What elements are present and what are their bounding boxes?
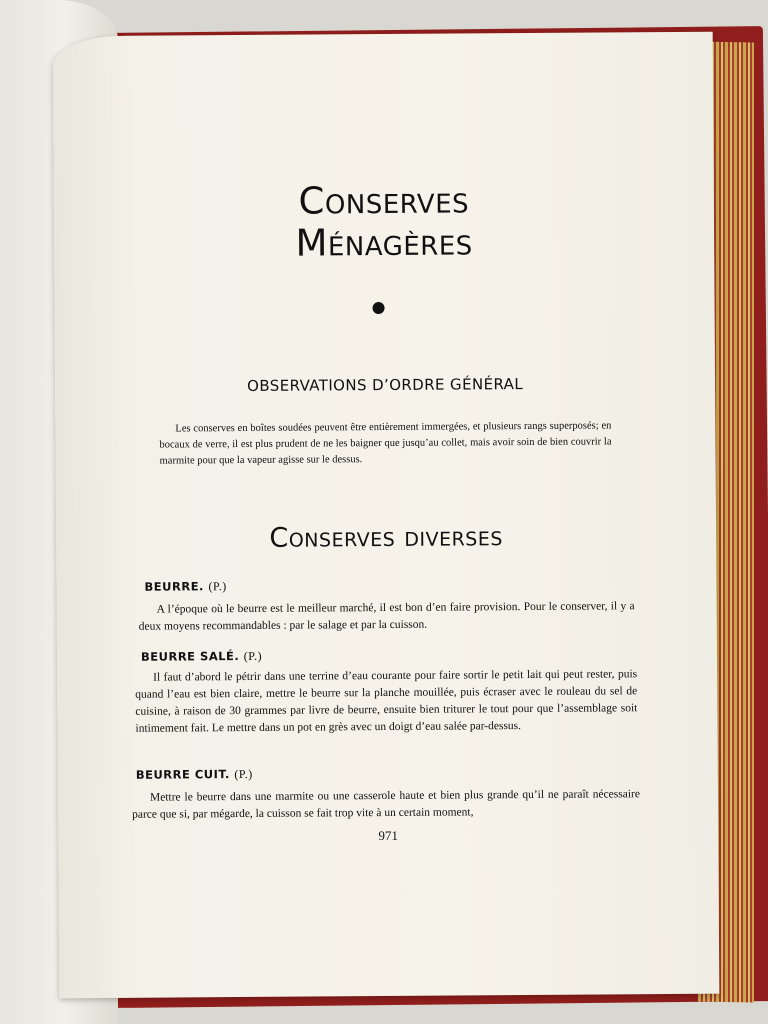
entry-text-beurre-sale: Il faut d’abord le pétrir dans une terrine d’eau courante pour faire sortir le petit lait qui peut rester, puis quand l’eau est bien claire, mettre le beurre sur la planche mouillée, puis écraser avec le rouleau du sel de cuisine, à raison de 30 grammes par livre de beurre, ensuite bien triturer le tout pour que l’assemblage soit intimement fait. Le mettre dans un pot en grès avec un doigt d’eau salée par-dessus. xyxy=(135,668,638,735)
entry-tag: (P.) xyxy=(243,648,263,663)
ornament-bullet xyxy=(373,302,385,314)
section-subtitle: OBSERVATIONS D’ORDRE GÉNÉRAL xyxy=(247,375,524,395)
entry-heading-text: BEURRE. xyxy=(144,579,204,594)
entry-heading-beurre xyxy=(144,579,226,595)
entry-heading-text: BEURRE CUIT. xyxy=(135,767,230,782)
entry-tag: (P.) xyxy=(208,579,227,594)
entry-tag: (P.) xyxy=(234,766,253,782)
entry-text-beurre: A l’époque où le beurre est le meilleur marché, il est bon d’en faire provision. Pour le conserver, il y a deux moyens recommandables : par le salage et par la cuisson. xyxy=(138,600,635,633)
chapter-title-line2: Ménagères xyxy=(295,220,473,265)
chapter-title-line1: Conserves xyxy=(298,178,470,223)
page-content xyxy=(53,32,720,999)
entry-heading-text: BEURRE SALÉ. xyxy=(140,649,240,664)
entry-heading-beurre-cuit xyxy=(136,767,253,783)
section-title: Conserves diverses xyxy=(269,521,503,554)
right-page xyxy=(53,32,720,999)
entry-text-beurre-cuit: Mettre le beurre dans une marmite ou une casserole haute et bien plus grande qu’il ne paraît nécessaire parce que si, par mégarde, la cuisson se fait trop vite à un certain moment, xyxy=(132,788,640,821)
chapter-title xyxy=(54,178,715,267)
intro-paragraph: Les conserves en boîtes soudées peuvent être entièrement immergées, et plusieurs rangs superposés; en bocaux de verre, il est plus prudent de ne les baigner que jusqu’au collet, mais avoir soin de bien couvrir la marmite pour que la vapeur agisse sur le dessus. xyxy=(159,420,612,467)
page-number: 971 xyxy=(378,827,399,844)
entry-heading-beurre-sale xyxy=(141,649,262,665)
